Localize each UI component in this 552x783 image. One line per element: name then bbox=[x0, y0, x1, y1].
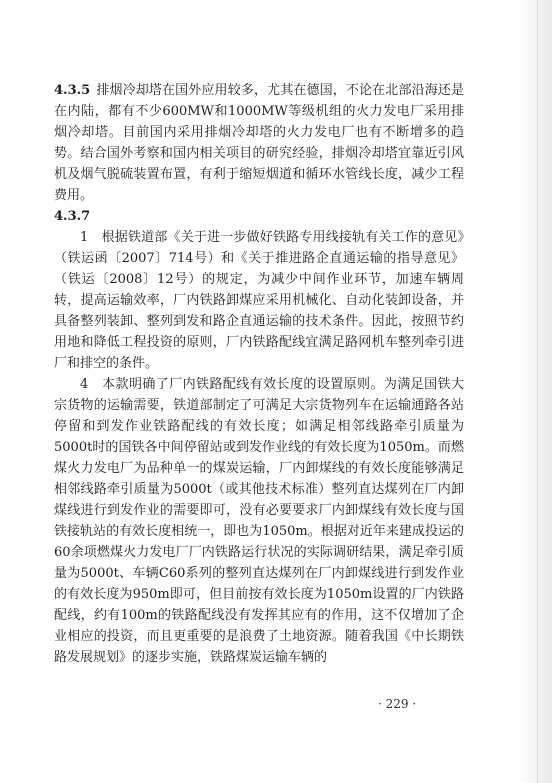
section-number-4-3-5: 4.3.5 bbox=[54, 83, 91, 98]
section-4-3-5 bbox=[54, 80, 464, 206]
section-number-4-3-7: 4.3.7 bbox=[54, 209, 91, 224]
page-edge-shadow bbox=[518, 0, 552, 783]
document-body bbox=[54, 80, 464, 668]
page-number: · 229 · bbox=[378, 697, 417, 711]
section-4-3-7-heading bbox=[54, 206, 464, 227]
page-edge-line bbox=[537, 0, 538, 783]
section-4-3-5-text: 排烟冷却塔在国外应用较多，尤其在德国，不论在北部沿海还是在内陆，都有不少600MW和1000MW等级机组的火力发电厂采用排烟冷却塔。目前国内采用排烟冷却塔的火力发电厂也有不断增多的趋势。结合国外考察和国内相关项目的研究经验，排烟冷却塔宜靠近引风机及烟气脱硫装置布置，有利于缩短烟道和循环水管线长度，减少工程费用。 bbox=[54, 83, 464, 203]
section-4-3-7-item-1: 1 根据铁道部《关于进一步做好铁路专用线接轨有关工作的意见》（铁运函〔2007〕714号）和《关于推进路企直通运输的指导意见》（铁运〔2008〕12号）的规定，为减少中间作业环节，加速车辆周转，提高运输效率，厂内铁路卸煤应采用机械化、自动化装卸设备，并具备整列装卸、整列到发和路企直通运输的技术条件。因此，按照节约用地和降低工程投资的原则，厂内铁路配线宜满足路网机车整列牵引进厂和排空的条件。 bbox=[54, 230, 464, 371]
section-4-3-7-item-4: 4 本款明确了厂内铁路配线有效长度的设置原则。为满足国铁大宗货物的运输需要，铁道部制定了可满足大宗货物列车在运输通路各站停留和到发作业铁路配线的有效长度；如满足相邻线路牵引质量为5000t时的国铁各中间停留站或到发作业线的有效长度为1050m。而燃煤火力发电厂为品种单一的煤炭运输，厂内卸煤线的有效长度能够满足相邻线路牵引质量为5000t（或其他技术标准）整列直达煤列在厂内卸煤线进行到发作业的需要即可，没有必要要求厂内卸煤线有效长度与国铁接轨站的有效长度相统一，即也为1050m。根据对近年来建成投运的60余项燃煤火力发电厂厂内铁路运行状况的实际调研结果，满足牵引质量为5000t、车辆C60系列的整列直达煤列在厂内卸煤线进行到发作业的有效长度为950m即可，但目前按有效长度为1050m设置的厂内铁路配线，约有100m的铁路配线没有发挥其应有的作用，这不仅增加了企业相应的投资，而且更重要的是浪费了土地资源。随着我国《中长期铁路发展规划》的逐步实施，铁路煤炭运输车辆的 bbox=[54, 377, 464, 665]
